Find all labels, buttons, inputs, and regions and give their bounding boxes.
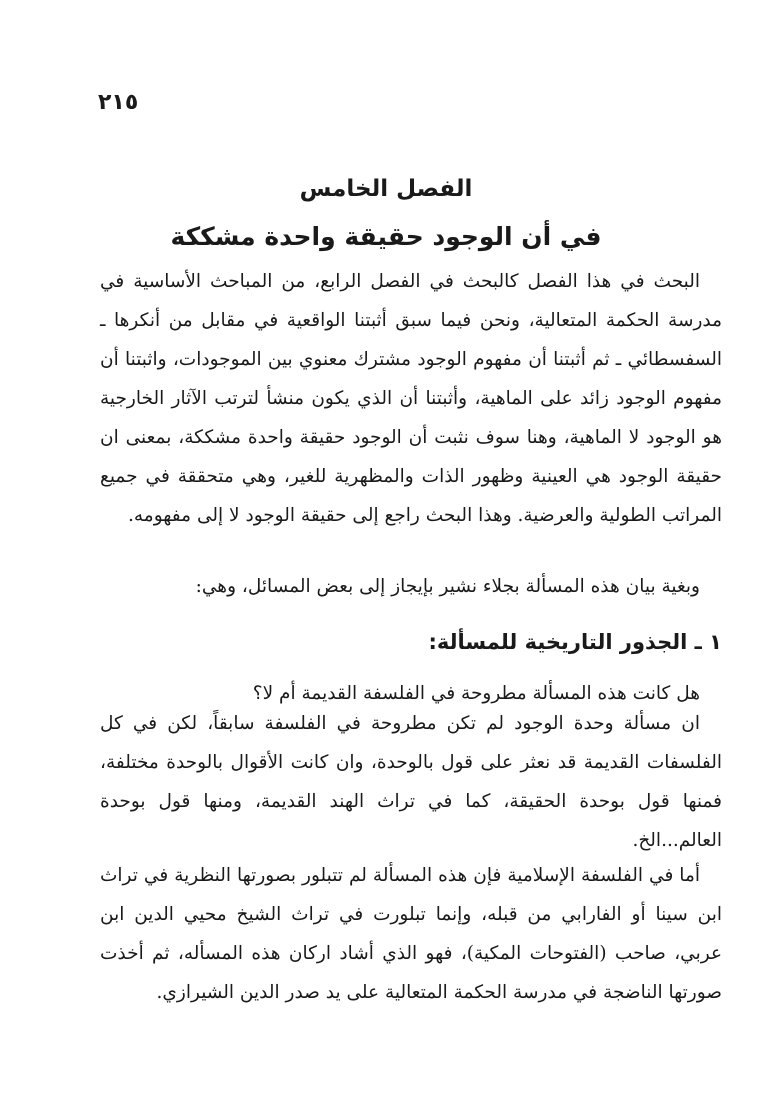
lead-in-paragraph [100, 567, 722, 606]
answer-text: ان مسألة وحدة الوجود لم تكن مطروحة في الفلسفة سابقاً، لكن في كل الفلسفات القديمة قد نعثر على قول بالوحدة، وان كانت الأقوال بالوحدة مختلفة، فمنها قول بوحدة الحقيقة، كما في تراث الهند القديمة، ومنها قول بوحدة العالم...الخ. [100, 713, 722, 851]
intro-paragraph [100, 262, 722, 535]
islamic-philosophy-paragraph [100, 856, 722, 1012]
question-text: هل كانت هذه المسألة مطروحة في الفلسفة القديمة أم لا؟ [252, 683, 700, 704]
chapter-subtitle: في أن الوجود حقيقة واحدة مشككة [170, 222, 602, 251]
page-number: ٢١٥ [98, 90, 139, 115]
islamic-philosophy-text: أما في الفلسفة الإسلامية فإن هذه المسألة لم تتبلور بصورتها النظرية في تراث ابن سينا أو الفارابي من قبله، وإنما تبلورت في تراث الشيخ محيي الدين ابن عربي، صاحب (الفتوحات المكية)، فهو الذي أشاد اركان هذه المسأله، ثم أخذت صورتها الناضجة في مدرسة الحكمة المتعالية على يد صدر الدين الشيرازي. [100, 865, 722, 1003]
chapter-title: الفصل الخامس [299, 176, 473, 202]
section-heading: ١ ـ الجذور التاريخية للمسألة: [428, 630, 722, 654]
answer-paragraph [100, 704, 722, 860]
lead-in-text: وبغية بيان هذه المسألة بجلاء نشير بإيجاز إلى بعض المسائل، وهي: [195, 576, 700, 597]
intro-paragraph-text: البحث في هذا الفصل كالبحث في الفصل الرابع، من المباحث الأساسية في مدرسة الحكمة المتعالية، ونحن فيما سبق أثبتنا الواقعية في مقابل من أنكرها ـ السفسطائي ـ ثم أثبتنا أن مفهوم الوجود مشترك معنوي بين الموجودات، واثبتنا أن مفهوم الوجود زائد على الماهية، وأثبتنا أن الذي يكون منشأ لترتب الآثار الخارجية هو الوجود لا الماهية، وهنا سوف نثبت أن الوجود حقيقة واحدة مشككة، بمعنى ان حقيقة الوجود هي العينية وظهور الذات والمظهرية للغير، وهي متحققة في جميع المراتب الطولية والعرضية. وهذا البحث راجع إلى حقيقة الوجود لا إلى مفهومه. [100, 271, 722, 526]
